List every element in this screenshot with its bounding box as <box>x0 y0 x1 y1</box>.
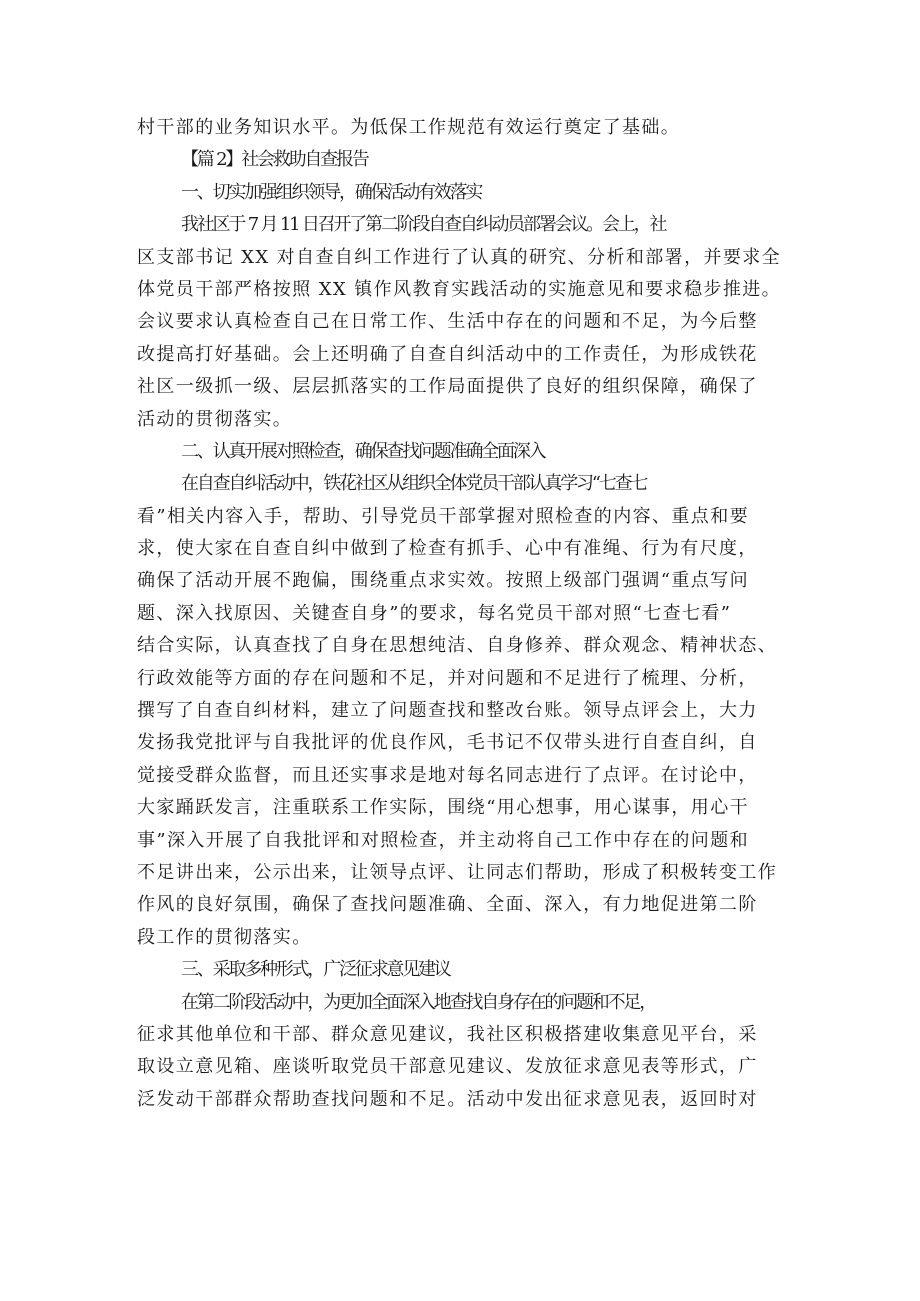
document-line: 区支部书记 XX 对自查自纠工作进行了认真的研究、分析和部署，并要求全 <box>137 246 782 268</box>
document-line: 二、认真开展对照检查，确保查找问题准确全面深入 <box>181 440 545 462</box>
document-line: 在第二阶段活动中，为更加全面深入地查找自身存在的问题和不足， <box>181 991 655 1013</box>
document-line: 会议要求认真检查自己在日常工作、生活中存在的问题和不足，为今后整 <box>137 311 758 333</box>
document-line: 觉接受群众监督，而且还实事求是地对每名同志进行了点评。在讨论中， <box>137 764 758 786</box>
document-line: 【篇 2】社会救助自查报告 <box>181 149 368 171</box>
document-line: 社区一级抓一级、层层抓落实的工作局面提供了良好的组织保障，确保了 <box>137 376 758 398</box>
document-line: 不足讲出来，公示出来，让领导点评、让同志们帮助，形成了积极转变工作 <box>137 861 778 883</box>
document-line: 体党员干部严格按照 XX 镇作风教育实践活动的实施意见和要求稳步推进。 <box>137 278 782 300</box>
document-line: 行政效能等方面的存在问题和不足，并对问题和不足进行了梳理、分析， <box>137 667 758 689</box>
document-line: 我社区于 7 月 11 日召开了第二阶段自查自纠动员部署会议。会上，社 <box>181 214 666 236</box>
document-line: 确保了活动开展不跑偏，围绕重点求实效。按照上级部门强调“重点写问 <box>137 570 749 592</box>
document-line: 撰写了自查自纠材料，建立了问题查找和整改台账。领导点评会上，大力 <box>137 700 758 722</box>
document-line: 一、切实加强组织领导，确保活动有效落实 <box>181 181 482 203</box>
document-line: 事”深入开展了自我批评和对照检查，并主动将自己工作中存在的问题和 <box>137 829 749 851</box>
document-line: 征求其他单位和干部、群众意见建议，我社区积极搭建收集意见平台，采 <box>137 1023 758 1045</box>
document-line: 看”相关内容入手，帮助、引导党员干部掌握对照检查的内容、重点和要 <box>137 505 749 527</box>
document-body <box>137 112 797 1116</box>
document-line: 活动的贯彻落实。 <box>137 408 293 430</box>
document-line: 大家踊跃发言，注重联系工作实际，围绕“用心想事，用心谋事，用心干 <box>137 797 749 819</box>
document-line: 结合实际，认真查找了自身在思想纯洁、自身修养、群众观念、精神状态、 <box>137 635 778 657</box>
document-line: 题、深入找原因、关键查自身”的要求，每名党员干部对照“七查七看” <box>137 602 732 624</box>
document-line: 改提高打好基础。会上还明确了自查自纠活动中的工作责任，为形成铁花 <box>137 343 758 365</box>
document-line: 村干部的业务知识水平。为低保工作规范有效运行奠定了基础。 <box>137 117 681 138</box>
document-line: 在自查自纠活动中，铁花社区从组织全体党员干部认真学习“七查七 <box>181 473 647 495</box>
document-line: 发扬我党批评与自我批评的优良作风，毛书记不仅带头进行自查自纠，自 <box>137 732 758 754</box>
document-line: 泛发动干部群众帮助查找问题和不足。活动中发出征求意见表，返回时对 <box>137 1088 758 1110</box>
document-line: 段工作的贯彻落实。 <box>137 926 312 948</box>
document-line: 取设立意见箱、座谈听取党员干部意见建议、发放征求意见表等形式，广 <box>137 1056 758 1078</box>
document-line: 三、采取多种形式，广泛征求意见建议 <box>181 959 450 981</box>
document-line: 求，使大家在自查自纠中做到了检查有抓手、心中有准绳、行为有尺度， <box>137 538 758 560</box>
document-line: 作风的良好氛围，确保了查找问题准确、全面、深入，有力地促进第二阶 <box>137 894 758 916</box>
